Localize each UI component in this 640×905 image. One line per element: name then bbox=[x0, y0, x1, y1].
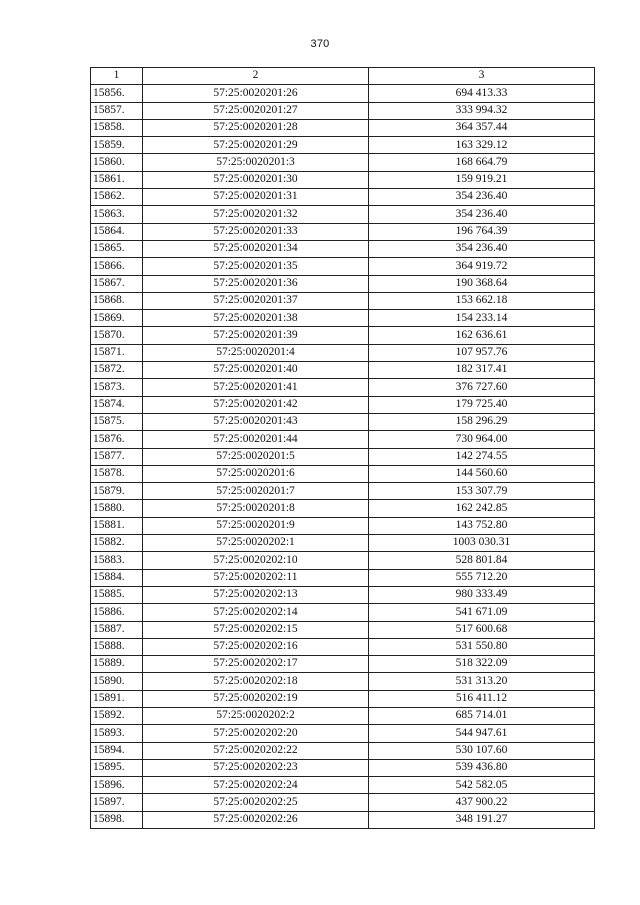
cadastral-value: 153 307.79 bbox=[369, 483, 595, 500]
table-row bbox=[91, 396, 595, 413]
cadastral-number: 57:25:0020201:33 bbox=[143, 223, 369, 240]
cadastral-value: 168 664.79 bbox=[369, 154, 595, 171]
table-body bbox=[91, 85, 595, 829]
cadastral-value: 158 296.29 bbox=[369, 413, 595, 430]
cadastral-number: 57:25:0020201:44 bbox=[143, 431, 369, 448]
cadastral-number: 57:25:0020201:29 bbox=[143, 137, 369, 154]
table-row bbox=[91, 379, 595, 396]
row-number: 15883. bbox=[91, 552, 143, 569]
cadastral-value: 980 333.49 bbox=[369, 586, 595, 603]
cadastral-number: 57:25:0020202:17 bbox=[143, 656, 369, 673]
row-number: 15885. bbox=[91, 586, 143, 603]
row-number: 15873. bbox=[91, 379, 143, 396]
header-col-1: 1 bbox=[91, 68, 143, 85]
cadastral-value: 531 313.20 bbox=[369, 673, 595, 690]
cadastral-number: 57:25:0020201:42 bbox=[143, 396, 369, 413]
row-number: 15860. bbox=[91, 154, 143, 171]
cadastral-number: 57:25:0020201:5 bbox=[143, 448, 369, 465]
table-row bbox=[91, 707, 595, 724]
table-row bbox=[91, 240, 595, 257]
cadastral-value: 142 274.55 bbox=[369, 448, 595, 465]
cadastral-value: 159 919.21 bbox=[369, 171, 595, 188]
cadastral-value: 354 236.40 bbox=[369, 206, 595, 223]
cadastral-value: 153 662.18 bbox=[369, 292, 595, 309]
cadastral-number: 57:25:0020201:6 bbox=[143, 465, 369, 482]
row-number: 15894. bbox=[91, 742, 143, 759]
table-row bbox=[91, 552, 595, 569]
cadastral-value: 190 368.64 bbox=[369, 275, 595, 292]
row-number: 15880. bbox=[91, 500, 143, 517]
cadastral-number: 57:25:0020201:43 bbox=[143, 413, 369, 430]
cadastral-value: 107 957.76 bbox=[369, 344, 595, 361]
cadastral-number: 57:25:0020202:22 bbox=[143, 742, 369, 759]
table-row bbox=[91, 206, 595, 223]
cadastral-value: 516 411.12 bbox=[369, 690, 595, 707]
row-number: 15893. bbox=[91, 725, 143, 742]
cadastral-number: 57:25:0020202:1 bbox=[143, 535, 369, 552]
row-number: 15864. bbox=[91, 223, 143, 240]
row-number: 15886. bbox=[91, 604, 143, 621]
table-row bbox=[91, 310, 595, 327]
cadastral-value: 730 964.00 bbox=[369, 431, 595, 448]
cadastral-number: 57:25:0020202:15 bbox=[143, 621, 369, 638]
cadastral-value: 539 436.80 bbox=[369, 759, 595, 776]
row-number: 15868. bbox=[91, 292, 143, 309]
cadastral-number: 57:25:0020202:2 bbox=[143, 707, 369, 724]
row-number: 15888. bbox=[91, 638, 143, 655]
table-row bbox=[91, 535, 595, 552]
row-number: 15877. bbox=[91, 448, 143, 465]
table-row bbox=[91, 171, 595, 188]
cadastral-value: 162 636.61 bbox=[369, 327, 595, 344]
table-row bbox=[91, 465, 595, 482]
row-number: 15874. bbox=[91, 396, 143, 413]
table-row bbox=[91, 811, 595, 828]
cadastral-number: 57:25:0020201:37 bbox=[143, 292, 369, 309]
cadastral-value: 144 560.60 bbox=[369, 465, 595, 482]
cadastral-value: 437 900.22 bbox=[369, 794, 595, 811]
row-number: 15887. bbox=[91, 621, 143, 638]
cadastral-value: 685 714.01 bbox=[369, 707, 595, 724]
table-row bbox=[91, 102, 595, 119]
cadastral-value: 364 919.72 bbox=[369, 258, 595, 275]
table-row bbox=[91, 517, 595, 534]
cadastral-value-table bbox=[90, 67, 595, 829]
page-number: 370 bbox=[310, 38, 330, 50]
row-number: 15861. bbox=[91, 171, 143, 188]
table-row bbox=[91, 621, 595, 638]
table-row bbox=[91, 362, 595, 379]
row-number: 15882. bbox=[91, 535, 143, 552]
table-row bbox=[91, 604, 595, 621]
table-row bbox=[91, 656, 595, 673]
row-number: 15876. bbox=[91, 431, 143, 448]
table-row bbox=[91, 586, 595, 603]
cadastral-number: 57:25:0020201:8 bbox=[143, 500, 369, 517]
cadastral-value: 163 329.12 bbox=[369, 137, 595, 154]
cadastral-value: 518 322.09 bbox=[369, 656, 595, 673]
row-number: 15870. bbox=[91, 327, 143, 344]
table-row bbox=[91, 794, 595, 811]
cadastral-number: 57:25:0020202:26 bbox=[143, 811, 369, 828]
cadastral-value: 1003 030.31 bbox=[369, 535, 595, 552]
table-row bbox=[91, 137, 595, 154]
header-col-2: 2 bbox=[143, 68, 369, 85]
cadastral-number: 57:25:0020201:39 bbox=[143, 327, 369, 344]
cadastral-number: 57:25:0020201:27 bbox=[143, 102, 369, 119]
cadastral-number: 57:25:0020201:7 bbox=[143, 483, 369, 500]
row-number: 15863. bbox=[91, 206, 143, 223]
cadastral-number: 57:25:0020202:19 bbox=[143, 690, 369, 707]
row-number: 15857. bbox=[91, 102, 143, 119]
cadastral-value: 162 242.85 bbox=[369, 500, 595, 517]
table-row bbox=[91, 223, 595, 240]
cadastral-number: 57:25:0020202:23 bbox=[143, 759, 369, 776]
cadastral-value: 154 233.14 bbox=[369, 310, 595, 327]
table-row bbox=[91, 85, 595, 102]
cadastral-value: 182 317.41 bbox=[369, 362, 595, 379]
row-number: 15884. bbox=[91, 569, 143, 586]
cadastral-number: 57:25:0020202:11 bbox=[143, 569, 369, 586]
cadastral-number: 57:25:0020201:30 bbox=[143, 171, 369, 188]
cadastral-number: 57:25:0020201:4 bbox=[143, 344, 369, 361]
table-header bbox=[91, 68, 595, 85]
cadastral-number: 57:25:0020201:41 bbox=[143, 379, 369, 396]
table-row bbox=[91, 292, 595, 309]
cadastral-number: 57:25:0020201:26 bbox=[143, 85, 369, 102]
row-number: 15872. bbox=[91, 362, 143, 379]
row-number: 15890. bbox=[91, 673, 143, 690]
cadastral-value: 517 600.68 bbox=[369, 621, 595, 638]
cadastral-value: 364 357.44 bbox=[369, 119, 595, 136]
cadastral-value: 179 725.40 bbox=[369, 396, 595, 413]
row-number: 15898. bbox=[91, 811, 143, 828]
table-row bbox=[91, 448, 595, 465]
table-row bbox=[91, 344, 595, 361]
header-row bbox=[91, 68, 595, 85]
row-number: 15878. bbox=[91, 465, 143, 482]
cadastral-number: 57:25:0020201:28 bbox=[143, 119, 369, 136]
cadastral-number: 57:25:0020201:40 bbox=[143, 362, 369, 379]
table-row bbox=[91, 725, 595, 742]
cadastral-number: 57:25:0020201:32 bbox=[143, 206, 369, 223]
table-row bbox=[91, 483, 595, 500]
row-number: 15858. bbox=[91, 119, 143, 136]
table-row bbox=[91, 275, 595, 292]
cadastral-value: 694 413.33 bbox=[369, 85, 595, 102]
cadastral-number: 57:25:0020201:36 bbox=[143, 275, 369, 292]
table-row bbox=[91, 500, 595, 517]
cadastral-number: 57:25:0020202:25 bbox=[143, 794, 369, 811]
cadastral-number: 57:25:0020201:3 bbox=[143, 154, 369, 171]
table-row bbox=[91, 742, 595, 759]
row-number: 15891. bbox=[91, 690, 143, 707]
cadastral-number: 57:25:0020201:31 bbox=[143, 189, 369, 206]
row-number: 15892. bbox=[91, 707, 143, 724]
row-number: 15897. bbox=[91, 794, 143, 811]
cadastral-value: 196 764.39 bbox=[369, 223, 595, 240]
table-row bbox=[91, 189, 595, 206]
row-number: 15867. bbox=[91, 275, 143, 292]
row-number: 15896. bbox=[91, 777, 143, 794]
row-number: 15871. bbox=[91, 344, 143, 361]
row-number: 15856. bbox=[91, 85, 143, 102]
cadastral-number: 57:25:0020201:34 bbox=[143, 240, 369, 257]
table-row bbox=[91, 638, 595, 655]
cadastral-value: 348 191.27 bbox=[369, 811, 595, 828]
table-row bbox=[91, 759, 595, 776]
row-number: 15879. bbox=[91, 483, 143, 500]
cadastral-number: 57:25:0020201:38 bbox=[143, 310, 369, 327]
cadastral-value: 542 582.05 bbox=[369, 777, 595, 794]
cadastral-value: 544 947.61 bbox=[369, 725, 595, 742]
table-row bbox=[91, 690, 595, 707]
cadastral-value: 143 752.80 bbox=[369, 517, 595, 534]
cadastral-value: 531 550.80 bbox=[369, 638, 595, 655]
row-number: 15865. bbox=[91, 240, 143, 257]
cadastral-number: 57:25:0020202:18 bbox=[143, 673, 369, 690]
table-row bbox=[91, 777, 595, 794]
cadastral-number: 57:25:0020202:20 bbox=[143, 725, 369, 742]
table-row bbox=[91, 413, 595, 430]
header-col-3: 3 bbox=[369, 68, 595, 85]
table-row bbox=[91, 327, 595, 344]
cadastral-value: 528 801.84 bbox=[369, 552, 595, 569]
table-row bbox=[91, 569, 595, 586]
cadastral-number: 57:25:0020202:10 bbox=[143, 552, 369, 569]
table-row bbox=[91, 119, 595, 136]
row-number: 15859. bbox=[91, 137, 143, 154]
cadastral-number: 57:25:0020202:16 bbox=[143, 638, 369, 655]
table-row bbox=[91, 154, 595, 171]
cadastral-value: 376 727.60 bbox=[369, 379, 595, 396]
row-number: 15881. bbox=[91, 517, 143, 534]
table-row bbox=[91, 673, 595, 690]
cadastral-number: 57:25:0020202:14 bbox=[143, 604, 369, 621]
table-row bbox=[91, 431, 595, 448]
cadastral-value: 333 994.32 bbox=[369, 102, 595, 119]
cadastral-value: 555 712.20 bbox=[369, 569, 595, 586]
table-row bbox=[91, 258, 595, 275]
row-number: 15875. bbox=[91, 413, 143, 430]
row-number: 15866. bbox=[91, 258, 143, 275]
cadastral-number: 57:25:0020201:35 bbox=[143, 258, 369, 275]
row-number: 15889. bbox=[91, 656, 143, 673]
row-number: 15862. bbox=[91, 189, 143, 206]
cadastral-value: 541 671.09 bbox=[369, 604, 595, 621]
row-number: 15869. bbox=[91, 310, 143, 327]
row-number: 15895. bbox=[91, 759, 143, 776]
cadastral-value: 354 236.40 bbox=[369, 240, 595, 257]
cadastral-value: 530 107.60 bbox=[369, 742, 595, 759]
cadastral-number: 57:25:0020201:9 bbox=[143, 517, 369, 534]
cadastral-value: 354 236.40 bbox=[369, 189, 595, 206]
cadastral-number: 57:25:0020202:13 bbox=[143, 586, 369, 603]
cadastral-number: 57:25:0020202:24 bbox=[143, 777, 369, 794]
